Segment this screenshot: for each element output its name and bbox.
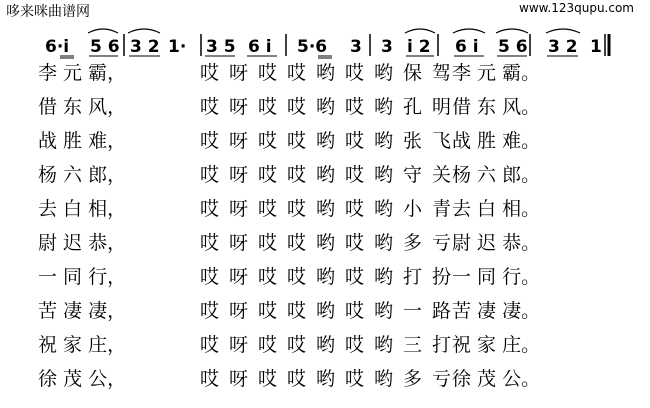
lyric-line bbox=[0, 124, 650, 158]
note-group: 3 2 bbox=[130, 37, 160, 57]
slur bbox=[453, 29, 485, 33]
note-group: 5 6 bbox=[498, 37, 528, 57]
lyric-line bbox=[0, 192, 650, 226]
lyric-phrase: 李 元 霸。 bbox=[452, 62, 541, 84]
lyric-phrase: 哎呀哎哎哟哎哟保驾 bbox=[200, 62, 462, 84]
lyric-phrase: 哎呀哎哎哟哎哟三打 bbox=[200, 334, 462, 356]
note-group: 3 2 bbox=[548, 37, 578, 57]
note-group: i 2 bbox=[407, 37, 431, 57]
lyric-phrase: 苦 凄 凄。 bbox=[452, 300, 541, 322]
lyric-line bbox=[0, 362, 650, 396]
lyric-line bbox=[0, 158, 650, 192]
lyric-phrase: 杨 六 郎。 bbox=[452, 164, 541, 186]
lyric-phrase: 徐 茂 公。 bbox=[452, 368, 541, 390]
lyric-phrase: 哎呀哎哎哟哎哟孔明 bbox=[200, 96, 462, 118]
lyric-phrase: 哎呀哎哎哟哎哟多亏 bbox=[200, 368, 462, 390]
lyric-phrase: 哎呀哎哎哟哎哟小青 bbox=[200, 198, 462, 220]
note-group: 3 bbox=[381, 37, 393, 57]
lyric-phrase: 哎呀哎哎哟哎哟守关 bbox=[200, 164, 462, 186]
lyric-phrase: 战 胜 难， bbox=[38, 130, 127, 152]
note-group: 3 5 bbox=[206, 37, 236, 57]
note-group: 1 bbox=[590, 37, 602, 57]
slur bbox=[496, 29, 528, 33]
lyric-line bbox=[0, 56, 650, 90]
lyric-phrase: 杨 六 郎， bbox=[38, 164, 127, 186]
site-name: 哆来咪曲谱网 bbox=[6, 4, 90, 20]
lyric-phrase: 借 东 风， bbox=[38, 96, 127, 118]
site-url: www.123qupu.com bbox=[519, 1, 634, 15]
note-group: 6·i bbox=[45, 37, 70, 57]
lyric-phrase: 尉 迟 恭， bbox=[38, 232, 127, 254]
slur bbox=[128, 29, 160, 33]
lyrics-block bbox=[0, 56, 650, 396]
lyric-phrase: 哎呀哎哎哟哎哟多亏 bbox=[200, 232, 462, 254]
lyric-phrase: 一 同 行。 bbox=[452, 266, 541, 288]
note-group: 6 i bbox=[248, 37, 272, 57]
slur bbox=[405, 29, 435, 33]
lyric-phrase: 战 胜 难。 bbox=[452, 130, 541, 152]
lyric-phrase: 祝 家 庄， bbox=[38, 334, 127, 356]
lyric-phrase: 徐 茂 公， bbox=[38, 368, 127, 390]
lyric-phrase: 哎呀哎哎哟哎哟打扮 bbox=[200, 266, 462, 288]
lyric-phrase: 一 同 行， bbox=[38, 266, 127, 288]
note-group: 5 6 bbox=[90, 37, 120, 57]
lyric-phrase: 李 元 霸， bbox=[38, 62, 127, 84]
lyric-phrase: 祝 家 庄。 bbox=[452, 334, 541, 356]
note-group: 3 bbox=[350, 37, 362, 57]
lyric-phrase: 去 白 相， bbox=[38, 198, 127, 220]
slur bbox=[88, 29, 118, 33]
lyric-phrase: 哎呀哎哎哟哎哟一路 bbox=[200, 300, 462, 322]
note-group: 6 i bbox=[455, 37, 479, 57]
lyric-phrase: 哎呀哎哎哟哎哟张飞 bbox=[200, 130, 462, 152]
lyric-phrase: 去 白 相。 bbox=[452, 198, 541, 220]
lyric-phrase: 苦 凄 凄， bbox=[38, 300, 127, 322]
lyric-phrase: 尉 迟 恭。 bbox=[452, 232, 541, 254]
note-group: 1· bbox=[168, 37, 187, 57]
lyric-line bbox=[0, 294, 650, 328]
note-group: 5·6 bbox=[297, 37, 328, 57]
lyric-line bbox=[0, 226, 650, 260]
slur bbox=[546, 29, 580, 33]
lyric-line bbox=[0, 260, 650, 294]
lyric-line bbox=[0, 328, 650, 362]
lyric-line bbox=[0, 90, 650, 124]
lyric-phrase: 借 东 风。 bbox=[452, 96, 541, 118]
